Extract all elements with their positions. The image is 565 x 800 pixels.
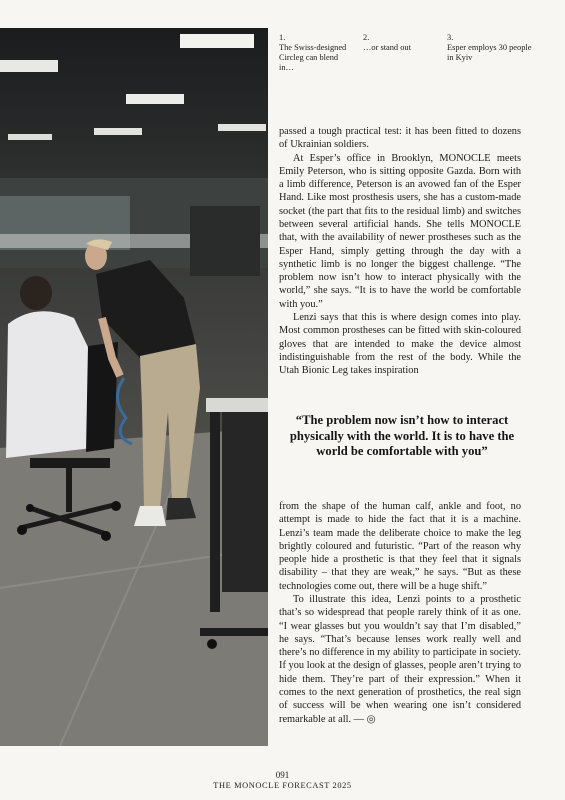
seated-person-coat (6, 311, 98, 458)
ceiling-light (126, 94, 184, 104)
equipment-cabinet (190, 206, 260, 276)
caption-3 (447, 33, 539, 63)
desk (206, 398, 268, 412)
caption-text: …or stand out (363, 43, 411, 52)
caption-text: Esper employs 30 people in Kyiv (447, 43, 532, 62)
article-column-upper (279, 125, 521, 377)
seated-person-head (20, 276, 52, 310)
caption-1 (279, 33, 349, 73)
paragraph: from the shape of the human calf, ankle and foot, no attempt is made to hide the fact that it is a machine. Lenzi’s team made the deliberate choice to make the leg brightly coloured and futuristic. “Part of the reason why people hide a prosthetic is that they feel that it signals disability – that they are weak,” he says. “But as these technologies come out, there will be a huge shift.” (279, 501, 521, 592)
ceiling-light (218, 124, 266, 131)
paragraph: Lenzi says that this is where design comes into play. Most common prostheses can be fitted with skin-coloured gloves that are intended to make the device almost indistinguishable from the rest of the body. While the Utah Bionic Leg takes inspiration (279, 311, 521, 377)
caption-number: 1. (279, 33, 286, 42)
ceiling-light (0, 60, 58, 72)
article-column-lower (279, 500, 521, 726)
workshop-photo-illustration (0, 28, 268, 746)
ceiling-light (94, 128, 142, 135)
caption-number: 3. (447, 33, 454, 42)
workshop-photo (0, 28, 268, 746)
ceiling-light (8, 134, 52, 140)
paragraph: To illustrate this idea, Lenzi points to a prosthetic that’s so widespread that people rarely think of it as one. “I wear glasses but you wouldn’t say that I’m disabled,” he says. “That’s because lenses work really well and there’s no difference in my ability to participate in society. If you look at the design of glasses, people aren’t trying to hide them. They’re part of their expression.” When it comes to the next generation of prosthetics, the real sign of success will be when wearing one isn’t considered remarkable at all. — ◎ (279, 593, 521, 725)
paragraph: passed a tough practical test: it has been fitted to dozens of Ukrainian soldiers. (279, 126, 521, 151)
pull-quote: “The problem now isn’t how to interact physically with the world. It is to have the world be comfortable with you” (289, 413, 515, 459)
caption-2 (363, 33, 433, 53)
caption-text: The Swiss-designed Circleg can blend in… (279, 43, 347, 72)
publication-title: THE MONOCLE FORECAST 2025 (213, 781, 352, 790)
ceiling-light (180, 34, 254, 48)
caption-number: 2. (363, 33, 370, 42)
page-number: 091 (275, 770, 290, 780)
paragraph: At Esper’s office in Brooklyn, MONOCLE meets Emily Peterson, who is sitting opposite Gazda. Born with a limb difference, Peterson is an avowed fan of the Esper Hand. Like most prosthesis users, she has a custom-made socket (the part that fits to the residual limb) and switches between several artificial hands. She tells MONOCLE that, with the availability of newer prostheses such as the Esper Hand, simply getting through the day with a synthetic limb is no longer the biggest challenge. “The problem now isn’t how to interact physically with the world,” she says. “It is to have the world be comfortable with you.” (279, 152, 521, 310)
